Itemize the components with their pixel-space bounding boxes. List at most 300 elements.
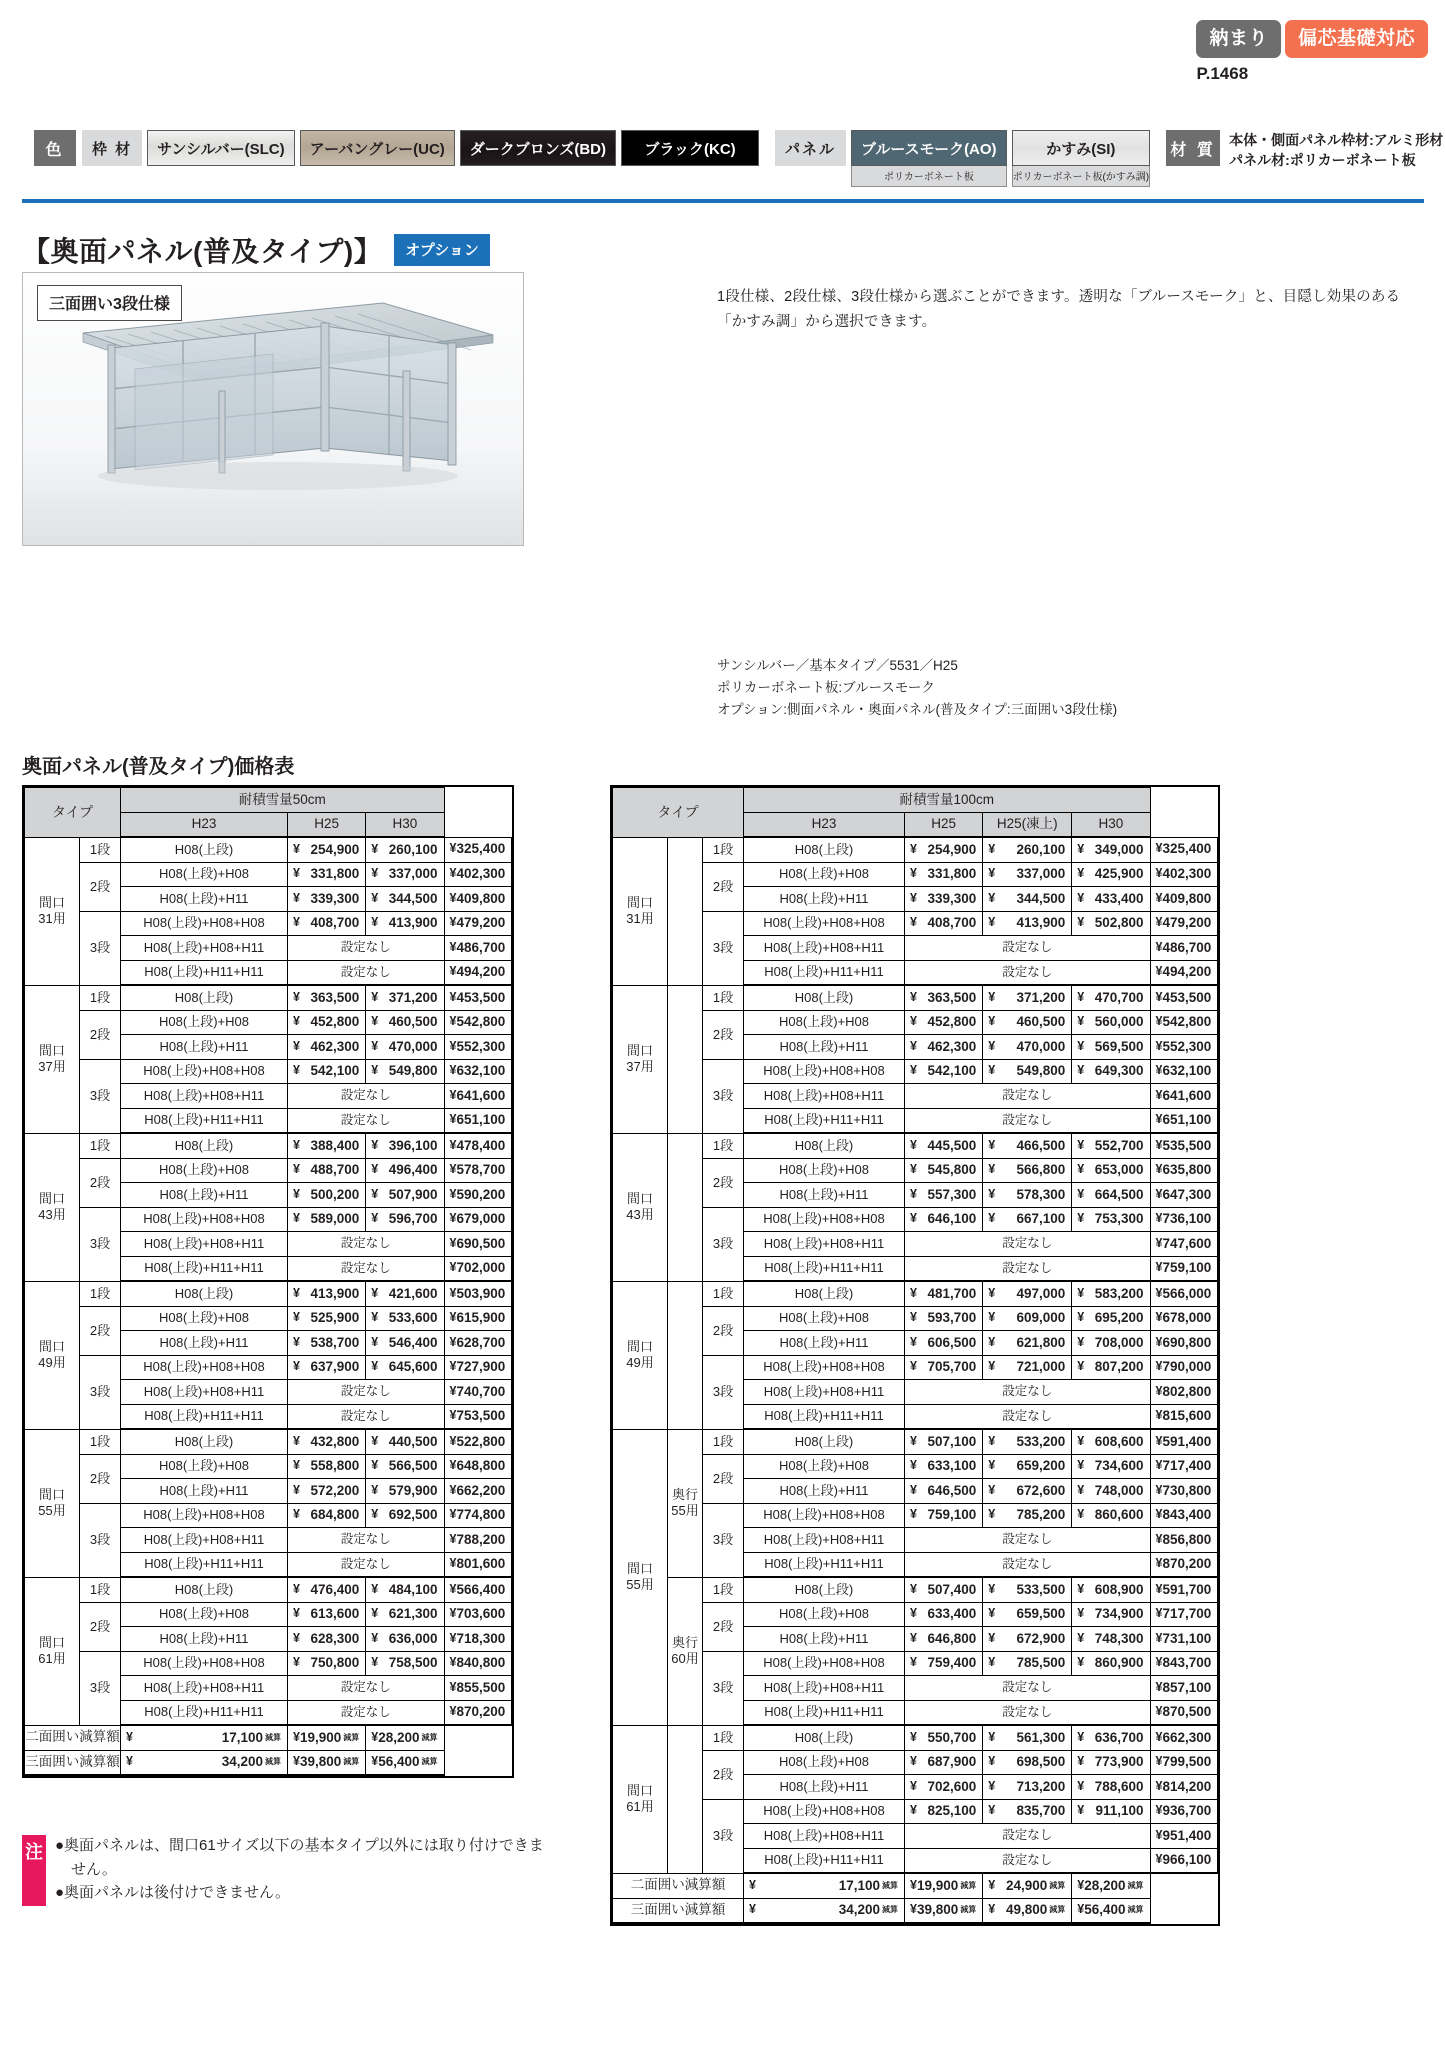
cell-tier: 3段 bbox=[80, 1207, 121, 1281]
yen-symbol: ¥ bbox=[910, 1038, 917, 1053]
yen-symbol: ¥ bbox=[988, 1014, 996, 1029]
section-divider bbox=[22, 199, 1424, 203]
cell-price: ¥ 363,500 bbox=[905, 985, 983, 1010]
cell-price: ¥ 535,500 bbox=[1150, 1133, 1218, 1158]
cell-spec: H08(上段) bbox=[744, 1725, 905, 1750]
cell-price: ¥ 807,200 bbox=[1072, 1355, 1150, 1380]
cell-price: ¥ 734,600 bbox=[1072, 1454, 1150, 1479]
gensan-mark: 減算 bbox=[421, 1757, 438, 1767]
table-row bbox=[613, 1602, 1218, 1627]
cell-price: ¥ 462,300 bbox=[288, 1035, 366, 1060]
yen-symbol: ¥ bbox=[449, 1211, 457, 1226]
cell-spec: H08(上段) bbox=[744, 837, 905, 862]
cell-price: ¥ 413,900 bbox=[366, 911, 444, 936]
yen-symbol: ¥ bbox=[910, 1729, 917, 1744]
cell-spec: H08(上段)+H11 bbox=[744, 1331, 905, 1356]
cell-price: ¥ 402,300 bbox=[1150, 862, 1218, 887]
cell-price: ¥ 645,600 bbox=[366, 1355, 444, 1380]
cell-spec: H08(上段)+H08+H08 bbox=[744, 1207, 905, 1232]
cell-spec: H08(上段)+H08+H11 bbox=[121, 936, 288, 961]
header-col-H25(凍上): H25(凍上) bbox=[983, 812, 1072, 837]
yen-symbol: ¥ bbox=[1077, 866, 1085, 881]
table-row bbox=[25, 1429, 512, 1454]
cell-tier: 1段 bbox=[80, 1133, 121, 1158]
table-header-row bbox=[25, 788, 512, 813]
cell-price: ¥ 453,500 bbox=[444, 985, 512, 1010]
cell-price: ¥ 476,400 bbox=[288, 1577, 366, 1602]
yen-symbol: ¥ bbox=[126, 1729, 133, 1744]
cell-price: ¥ 39,800 減算 bbox=[905, 1898, 983, 1923]
yen-symbol: ¥ bbox=[293, 1285, 300, 1300]
cell-price: ¥ 466,500 bbox=[983, 1133, 1072, 1158]
cell-spec: H08(上段)+H08 bbox=[744, 1158, 905, 1183]
yen-symbol: ¥ bbox=[449, 866, 457, 881]
yen-symbol: ¥ bbox=[1155, 915, 1163, 930]
cell-price: ¥ 254,900 bbox=[288, 837, 366, 862]
cell-price: ¥ 606,500 bbox=[905, 1331, 983, 1356]
yen-symbol: ¥ bbox=[910, 1581, 917, 1596]
gensan-mark: 減算 bbox=[960, 1880, 977, 1890]
cell-price: ¥ 633,400 bbox=[905, 1602, 983, 1627]
table-row bbox=[613, 1059, 1218, 1084]
yen-symbol: ¥ bbox=[293, 1186, 300, 1201]
cell-no-setting: 設定なし bbox=[905, 960, 1151, 985]
yen-symbol: ¥ bbox=[371, 1482, 379, 1497]
yen-symbol: ¥ bbox=[1155, 1852, 1163, 1867]
yen-symbol: ¥ bbox=[449, 1112, 457, 1127]
cell-depth-group-empty bbox=[668, 985, 703, 1133]
cell-price: ¥ 825,100 bbox=[905, 1799, 983, 1824]
cell-price: ¥ 646,100 bbox=[905, 1207, 983, 1232]
yen-symbol: ¥ bbox=[449, 1137, 457, 1152]
cell-width-group: 間口 49用 bbox=[613, 1281, 668, 1429]
header-snow-load: 耐積雪量100cm bbox=[744, 788, 1151, 813]
yen-symbol: ¥ bbox=[293, 1310, 300, 1325]
cell-price: ¥ 698,500 bbox=[983, 1750, 1072, 1775]
cell-price: ¥ 591,700 bbox=[1150, 1577, 1218, 1602]
yen-symbol: ¥ bbox=[449, 915, 457, 930]
cell-tier: 1段 bbox=[703, 1725, 744, 1750]
cell-width-group: 間口 43用 bbox=[25, 1133, 80, 1281]
table-row bbox=[25, 1010, 512, 1035]
cell-price: ¥ 802,800 bbox=[1150, 1380, 1218, 1405]
cell-price: ¥ 708,000 bbox=[1072, 1331, 1150, 1356]
cell-price: ¥ 34,200 減算 bbox=[121, 1750, 288, 1775]
cell-price: ¥ 34,200 減算 bbox=[744, 1898, 905, 1923]
cell-price: ¥ 651,100 bbox=[444, 1108, 512, 1133]
cell-no-setting: 設定なし bbox=[905, 1824, 1151, 1849]
cell-price: ¥ 672,600 bbox=[983, 1479, 1072, 1504]
cell-price: ¥ 502,800 bbox=[1072, 911, 1150, 936]
cell-price: ¥ 254,900 bbox=[905, 837, 983, 862]
yen-symbol: ¥ bbox=[1155, 939, 1163, 954]
yen-symbol: ¥ bbox=[449, 964, 457, 979]
cell-spec: H08(上段)+H08 bbox=[121, 1010, 288, 1035]
table-row bbox=[25, 1602, 512, 1627]
cell-price: ¥ 413,900 bbox=[983, 911, 1072, 936]
cell-spec: H08(上段)+H11+H11 bbox=[121, 1552, 288, 1577]
section-description: 1段仕様、2段仕様、3段仕様から選ぶことができます。透明な「ブルースモーク」と、目隠し効果のある「かすみ調」から選択できます。 bbox=[717, 289, 1401, 331]
table-row bbox=[613, 1454, 1218, 1479]
yen-symbol: ¥ bbox=[988, 841, 996, 856]
gensan-mark: 減算 bbox=[1127, 1905, 1144, 1915]
yen-symbol: ¥ bbox=[1155, 989, 1163, 1004]
table-row bbox=[613, 1010, 1218, 1035]
yen-symbol: ¥ bbox=[371, 1211, 379, 1226]
cell-spec: H08(上段)+H11 bbox=[744, 1627, 905, 1652]
cell-spec: H08(上段)+H11+H11 bbox=[121, 1700, 288, 1725]
cell-spec: H08(上段)+H11+H11 bbox=[744, 1404, 905, 1429]
cell-price: ¥ 525,900 bbox=[288, 1306, 366, 1331]
table-row bbox=[613, 1355, 1218, 1380]
cell-price: ¥ 662,200 bbox=[444, 1479, 512, 1504]
cell-summary-label: 二面囲い減算額 bbox=[25, 1725, 121, 1750]
yen-symbol: ¥ bbox=[910, 841, 917, 856]
cell-width-group: 間口 43用 bbox=[613, 1133, 668, 1281]
yen-symbol: ¥ bbox=[1155, 1334, 1163, 1349]
yen-symbol: ¥ bbox=[449, 1507, 457, 1522]
cell-price: ¥ 628,300 bbox=[288, 1627, 366, 1652]
cell-price: ¥ 494,200 bbox=[1150, 960, 1218, 985]
yen-symbol: ¥ bbox=[449, 1433, 457, 1448]
header-col-H30: H30 bbox=[366, 812, 444, 837]
yen-symbol: ¥ bbox=[293, 1433, 300, 1448]
cell-tier: 3段 bbox=[703, 1355, 744, 1429]
price-table-50cm bbox=[24, 787, 512, 1776]
cell-no-setting: 設定なし bbox=[905, 1552, 1151, 1577]
header-col-H30: H30 bbox=[1072, 812, 1150, 837]
swatch-label-uc: アーバングレー(UC) bbox=[300, 130, 455, 166]
yen-symbol: ¥ bbox=[293, 1162, 300, 1177]
cell-price: ¥ 462,300 bbox=[905, 1035, 983, 1060]
yen-symbol: ¥ bbox=[371, 1137, 379, 1152]
yen-symbol: ¥ bbox=[449, 1630, 457, 1645]
cell-spec: H08(上段)+H08+H08 bbox=[744, 1059, 905, 1084]
cell-price: ¥ 615,900 bbox=[444, 1306, 512, 1331]
cell-price: ¥ 635,800 bbox=[1150, 1158, 1218, 1183]
table-row bbox=[613, 1750, 1218, 1775]
yen-symbol: ¥ bbox=[749, 1877, 756, 1892]
yen-symbol: ¥ bbox=[449, 1285, 457, 1300]
cell-price: ¥ 578,300 bbox=[983, 1183, 1072, 1208]
cell-price: ¥ 413,900 bbox=[288, 1281, 366, 1306]
cell-tier: 1段 bbox=[80, 1577, 121, 1602]
cell-spec: H08(上段)+H08+H08 bbox=[121, 1059, 288, 1084]
cell-price: ¥ 17,100 減算 bbox=[121, 1725, 288, 1750]
cell-no-setting: 設定なし bbox=[288, 936, 445, 961]
page-title: 【奥面パネル(普及タイプ)】 bbox=[22, 236, 383, 267]
cell-price: ¥ 664,500 bbox=[1072, 1183, 1150, 1208]
yen-symbol: ¥ bbox=[449, 939, 457, 954]
yen-symbol: ¥ bbox=[449, 1482, 457, 1497]
swatch-label-bd: ダークブロンズ(BD) bbox=[460, 130, 616, 166]
cell-tier: 3段 bbox=[703, 1503, 744, 1577]
cell-price: ¥ 695,200 bbox=[1072, 1306, 1150, 1331]
table-row bbox=[613, 911, 1218, 936]
cell-tier: 2段 bbox=[80, 1454, 121, 1503]
swatch-note-si: ポリカーボネート板(かすみ調) bbox=[1012, 166, 1151, 187]
yen-symbol: ¥ bbox=[449, 1014, 457, 1029]
yen-symbol: ¥ bbox=[1077, 1630, 1085, 1645]
cell-price: ¥ 503,900 bbox=[444, 1281, 512, 1306]
cell-tier: 1段 bbox=[703, 1281, 744, 1306]
cell-price: ¥ 445,500 bbox=[905, 1133, 983, 1158]
yen-symbol: ¥ bbox=[449, 1581, 457, 1596]
table-row bbox=[25, 985, 512, 1010]
cell-spec: H08(上段) bbox=[744, 1577, 905, 1602]
yen-symbol: ¥ bbox=[1077, 1581, 1085, 1596]
cell-price: ¥ 260,100 bbox=[983, 837, 1072, 862]
cell-price: ¥ 344,500 bbox=[983, 887, 1072, 912]
table-row bbox=[613, 1281, 1218, 1306]
yen-symbol: ¥ bbox=[988, 1482, 996, 1497]
cell-depth-group-empty bbox=[668, 1725, 703, 1873]
yen-symbol: ¥ bbox=[293, 1482, 300, 1497]
yen-symbol: ¥ bbox=[449, 890, 457, 905]
cell-spec: H08(上段)+H11+H11 bbox=[121, 1256, 288, 1281]
yen-symbol: ¥ bbox=[910, 1902, 917, 1917]
cell-spec: H08(上段)+H11 bbox=[744, 887, 905, 912]
cell-no-setting: 設定なし bbox=[905, 1084, 1151, 1109]
cell-price: ¥ 843,400 bbox=[1150, 1503, 1218, 1528]
cell-no-setting: 設定なし bbox=[288, 1108, 445, 1133]
cell-no-setting: 設定なし bbox=[905, 1528, 1151, 1553]
cell-depth-group-empty bbox=[668, 1133, 703, 1281]
yen-symbol: ¥ bbox=[910, 1482, 917, 1497]
yen-symbol: ¥ bbox=[1155, 1063, 1163, 1078]
header-type: タイプ bbox=[613, 788, 744, 838]
table-row bbox=[25, 911, 512, 936]
cell-price: ¥ 339,300 bbox=[288, 887, 366, 912]
yen-symbol: ¥ bbox=[449, 1334, 457, 1349]
cell-width-group: 間口 31用 bbox=[25, 837, 80, 985]
cell-price: ¥ 561,300 bbox=[983, 1725, 1072, 1750]
yen-symbol: ¥ bbox=[293, 1211, 300, 1226]
section-title-row bbox=[22, 230, 490, 270]
cell-tier: 2段 bbox=[80, 1010, 121, 1059]
cell-price: ¥ 613,600 bbox=[288, 1602, 366, 1627]
frame-material-label: 枠 材 bbox=[82, 130, 142, 166]
cell-tier: 1段 bbox=[703, 837, 744, 862]
cell-no-setting: 設定なし bbox=[905, 1232, 1151, 1257]
cell-price: ¥ 566,400 bbox=[444, 1577, 512, 1602]
product-photo bbox=[22, 272, 524, 546]
cell-price: ¥ 453,500 bbox=[1150, 985, 1218, 1010]
cell-price: ¥ 552,300 bbox=[1150, 1035, 1218, 1060]
cell-price: ¥ 17,100 減算 bbox=[744, 1873, 905, 1898]
yen-symbol: ¥ bbox=[449, 1556, 457, 1571]
cell-price: ¥ 750,800 bbox=[288, 1651, 366, 1676]
cell-price: ¥ 396,100 bbox=[366, 1133, 444, 1158]
note-line-2: せん。 bbox=[71, 1860, 117, 1878]
photo-spec-caption bbox=[717, 655, 1417, 721]
cell-tier: 2段 bbox=[703, 862, 744, 911]
cell-tier: 1段 bbox=[80, 1281, 121, 1306]
cell-price: ¥ 409,800 bbox=[1150, 887, 1218, 912]
cell-no-setting: 設定なし bbox=[905, 1404, 1151, 1429]
yen-symbol: ¥ bbox=[988, 1285, 996, 1300]
yen-symbol: ¥ bbox=[910, 1754, 917, 1769]
cell-price: ¥ 486,700 bbox=[1150, 936, 1218, 961]
table-row bbox=[613, 862, 1218, 887]
cell-price: ¥ 870,200 bbox=[1150, 1552, 1218, 1577]
cell-price: ¥ 408,700 bbox=[288, 911, 366, 936]
cell-price: ¥ 542,800 bbox=[444, 1010, 512, 1035]
cell-no-setting: 設定なし bbox=[288, 1528, 445, 1553]
cell-price: ¥ 557,300 bbox=[905, 1183, 983, 1208]
table-row bbox=[613, 1133, 1218, 1158]
yen-symbol: ¥ bbox=[1155, 1778, 1163, 1793]
cell-price: ¥ 860,900 bbox=[1072, 1651, 1150, 1676]
yen-symbol: ¥ bbox=[988, 1778, 996, 1793]
yen-symbol: ¥ bbox=[1155, 866, 1163, 881]
yen-symbol: ¥ bbox=[371, 890, 379, 905]
cell-tier: 2段 bbox=[703, 1010, 744, 1059]
table-row bbox=[613, 1503, 1218, 1528]
cell-spec: H08(上段) bbox=[121, 1133, 288, 1158]
cell-tier: 2段 bbox=[703, 1750, 744, 1799]
gensan-mark: 減算 bbox=[1049, 1905, 1066, 1915]
cell-price: ¥ 590,200 bbox=[444, 1183, 512, 1208]
color-material-strip bbox=[34, 130, 1443, 187]
yen-symbol: ¥ bbox=[988, 1606, 996, 1621]
table-row bbox=[613, 837, 1218, 862]
cell-spec: H08(上段)+H11+H11 bbox=[121, 1108, 288, 1133]
cell-price: ¥ 636,000 bbox=[366, 1627, 444, 1652]
cell-tier: 2段 bbox=[703, 1158, 744, 1207]
cell-spec: H08(上段) bbox=[744, 985, 905, 1010]
yen-symbol: ¥ bbox=[293, 1334, 300, 1349]
color-label: 色 bbox=[34, 130, 76, 166]
cell-price: ¥ 507,100 bbox=[905, 1429, 983, 1454]
yen-symbol: ¥ bbox=[988, 1458, 996, 1473]
yen-symbol: ¥ bbox=[371, 989, 379, 1004]
yen-symbol: ¥ bbox=[1077, 1507, 1085, 1522]
swatch-slc bbox=[147, 130, 294, 166]
yen-symbol: ¥ bbox=[988, 1038, 996, 1053]
yen-symbol: ¥ bbox=[749, 1902, 756, 1917]
summary-row bbox=[613, 1873, 1218, 1898]
page-reference: P.1468 bbox=[1196, 64, 1249, 83]
yen-symbol: ¥ bbox=[449, 1606, 457, 1621]
cell-spec: H08(上段)+H08 bbox=[121, 1454, 288, 1479]
cell-tier: 1段 bbox=[703, 1577, 744, 1602]
yen-symbol: ¥ bbox=[449, 1704, 457, 1719]
yen-symbol: ¥ bbox=[1077, 915, 1085, 930]
yen-symbol: ¥ bbox=[293, 1507, 300, 1522]
yen-symbol: ¥ bbox=[1077, 1729, 1085, 1744]
yen-symbol: ¥ bbox=[910, 1655, 917, 1670]
yen-symbol: ¥ bbox=[449, 1458, 457, 1473]
cell-price: ¥ 785,200 bbox=[983, 1503, 1072, 1528]
cell-no-setting: 設定なし bbox=[288, 1552, 445, 1577]
gensan-mark: 減算 bbox=[882, 1905, 898, 1915]
cell-price: ¥ 39,800 減算 bbox=[288, 1750, 366, 1775]
cell-spec: H08(上段)+H08 bbox=[121, 1306, 288, 1331]
cell-tier: 1段 bbox=[703, 1429, 744, 1454]
cell-price: ¥ 425,900 bbox=[1072, 862, 1150, 887]
yen-symbol: ¥ bbox=[371, 1014, 379, 1029]
header-col-H25: H25 bbox=[905, 812, 983, 837]
cell-no-setting: 設定なし bbox=[905, 1848, 1151, 1873]
cell-no-setting: 設定なし bbox=[905, 1256, 1151, 1281]
cell-spec: H08(上段)+H08+H08 bbox=[121, 1651, 288, 1676]
yen-symbol: ¥ bbox=[1155, 1260, 1163, 1275]
cell-spec: H08(上段)+H08 bbox=[121, 1158, 288, 1183]
table-row bbox=[613, 1207, 1218, 1232]
cell-price: ¥ 678,000 bbox=[1150, 1306, 1218, 1331]
cell-price: ¥ 814,200 bbox=[1150, 1775, 1218, 1800]
cell-no-setting: 設定なし bbox=[288, 960, 445, 985]
cell-price: ¥ 546,400 bbox=[366, 1331, 444, 1356]
cell-price: ¥ 911,100 bbox=[1072, 1799, 1150, 1824]
table-row bbox=[25, 862, 512, 887]
yen-symbol: ¥ bbox=[1155, 1606, 1163, 1621]
cell-price: ¥ 608,900 bbox=[1072, 1577, 1150, 1602]
cell-price: ¥ 56,400 減算 bbox=[366, 1750, 444, 1775]
cell-spec: H08(上段)+H11+H11 bbox=[121, 960, 288, 985]
gensan-mark: 減算 bbox=[1049, 1880, 1066, 1890]
cell-price: ¥ 560,000 bbox=[1072, 1010, 1150, 1035]
cell-price: ¥ 951,400 bbox=[1150, 1824, 1218, 1849]
cell-price: ¥ 496,400 bbox=[366, 1158, 444, 1183]
note-line-3: ●奥面パネルは後付けできません。 bbox=[55, 1884, 290, 1901]
cell-no-setting: 設定なし bbox=[288, 1380, 445, 1405]
cell-price: ¥ 646,500 bbox=[905, 1479, 983, 1504]
header-type: タイプ bbox=[25, 788, 121, 838]
top-badge-area bbox=[1196, 20, 1428, 84]
cell-price: ¥ 702,600 bbox=[905, 1775, 983, 1800]
cell-price: ¥ 28,200 減算 bbox=[366, 1725, 444, 1750]
yen-symbol: ¥ bbox=[988, 915, 996, 930]
yen-symbol: ¥ bbox=[1155, 1137, 1163, 1152]
yen-symbol: ¥ bbox=[1155, 1507, 1163, 1522]
cell-price: ¥ 371,200 bbox=[983, 985, 1072, 1010]
cell-width-group: 間口 61用 bbox=[25, 1577, 80, 1725]
cell-price: ¥ 653,000 bbox=[1072, 1158, 1150, 1183]
cell-price: ¥ 651,100 bbox=[1150, 1108, 1218, 1133]
cell-spec: H08(上段)+H11 bbox=[121, 1627, 288, 1652]
yen-symbol: ¥ bbox=[1155, 1754, 1163, 1769]
cell-price: ¥ 460,500 bbox=[983, 1010, 1072, 1035]
cell-spec: H08(上段)+H11+H11 bbox=[744, 1256, 905, 1281]
cell-price: ¥ 637,900 bbox=[288, 1355, 366, 1380]
yen-symbol: ¥ bbox=[988, 1630, 996, 1645]
cell-price: ¥ 774,800 bbox=[444, 1503, 512, 1528]
yen-symbol: ¥ bbox=[1077, 1606, 1085, 1621]
cell-price: ¥ 788,200 bbox=[444, 1528, 512, 1553]
cell-price: ¥ 753,300 bbox=[1072, 1207, 1150, 1232]
cell-price: ¥ 558,800 bbox=[288, 1454, 366, 1479]
yen-symbol: ¥ bbox=[1155, 1211, 1163, 1226]
cell-price: ¥ 339,300 bbox=[905, 887, 983, 912]
material-label: 材 質 bbox=[1166, 130, 1220, 166]
yen-symbol: ¥ bbox=[371, 1630, 379, 1645]
cell-tier: 2段 bbox=[80, 1602, 121, 1651]
table-row bbox=[25, 1577, 512, 1602]
yen-symbol: ¥ bbox=[1155, 1383, 1163, 1398]
yen-symbol: ¥ bbox=[293, 1630, 300, 1645]
yen-symbol: ¥ bbox=[449, 1679, 457, 1694]
cell-price: ¥ 936,700 bbox=[1150, 1799, 1218, 1824]
cell-tier: 3段 bbox=[703, 1799, 744, 1873]
yen-symbol: ¥ bbox=[1155, 1285, 1163, 1300]
table-row bbox=[25, 1503, 512, 1528]
cell-price: ¥ 679,000 bbox=[444, 1207, 512, 1232]
yen-symbol: ¥ bbox=[1077, 1359, 1085, 1374]
cell-no-setting: 設定なし bbox=[288, 1232, 445, 1257]
cell-price: ¥ 835,700 bbox=[983, 1799, 1072, 1824]
